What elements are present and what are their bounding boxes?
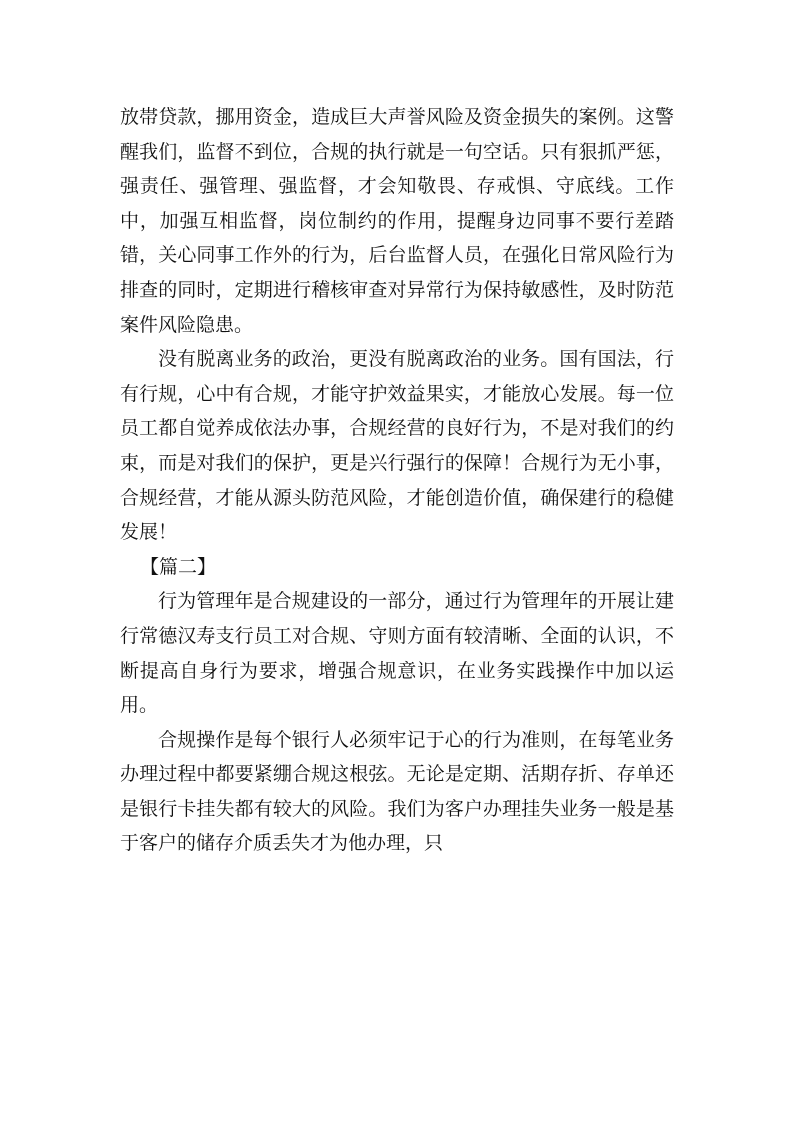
paragraph-behavior-management-year: 行为管理年是合规建设的一部分，通过行为管理年的开展让建行常德汉寿支行员工对合规、守则方面有较清晰、全面的认识，不断提高自身行为要求，增强合规意识，在业务实践操作中加以运用。	[120, 590, 674, 717]
paragraph-compliance-operation: 合规操作是每个银行人必须牢记于心的行为准则，在每笔业务办理过程中都要紧绷合规这根弦。无论是定期、活期存折、存单还是银行卡挂失都有较大的风险。我们为客户办理挂失业务一般是基于客户的储存介质丢失才为他办理，只	[120, 728, 674, 855]
paragraph-compliance-business: 没有脱离业务的政治，更没有脱离政治的业务。国有国法，行有行规，心中有合规，才能守护效益果实，才能放心发展。每一位员工都自觉养成依法办事，合规经营的良好行为，不是对我们的约束，而是对我们的保护，更是兴行强行的保障！合规行为无小事，合规经营，才能从源头防范风险，才能创造价值，确保建行的稳健发展！	[120, 348, 674, 544]
document-body	[120, 100, 674, 861]
paragraph-continuation: 放帯贷款，挪用资金，造成巨大声誉风险及资金损失的案例。这警醒我们，监督不到位，合规的执行就是一句空话。只有狠抓严惩，强责任、强管理、强监督，才会知敬畏、存戒惧、守底线。工作中，加强互相监督，岗位制约的作用，提醒身边同事不要行差踏错，关心同事工作外的行为，后台监督人员，在强化日常风险行为排查的同时，定期进行稽核审查对异常行为保持敏感性，及时防范案件风险隐患。	[120, 106, 674, 336]
section-heading: 【篇二】	[140, 555, 217, 578]
